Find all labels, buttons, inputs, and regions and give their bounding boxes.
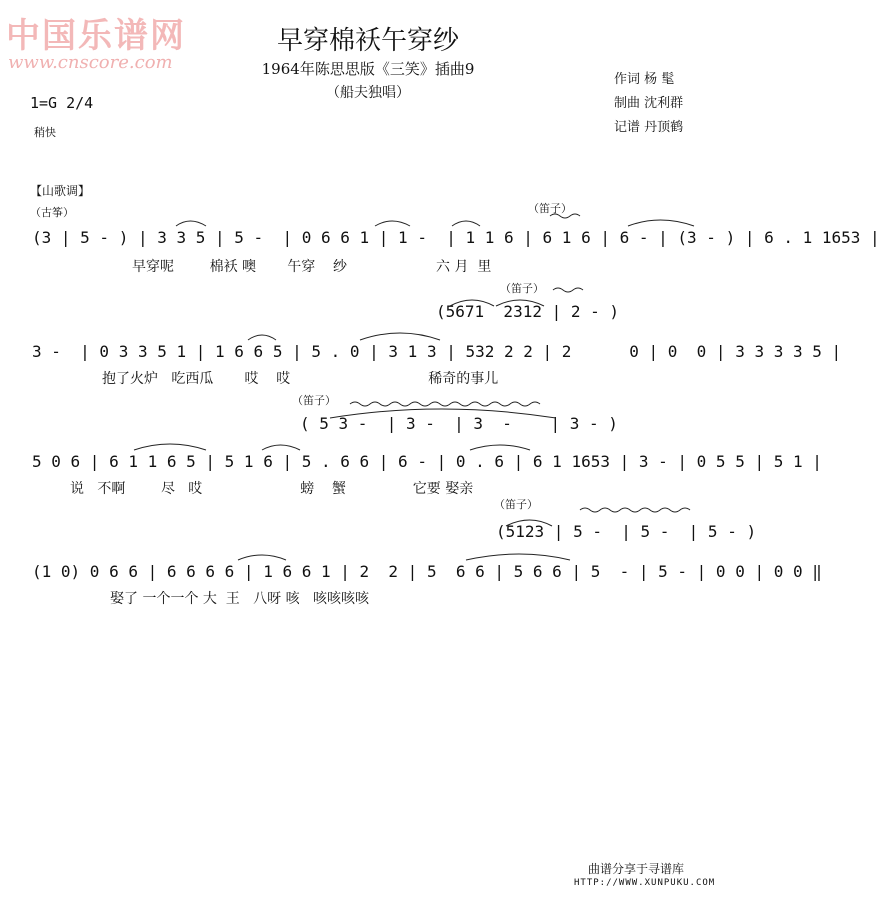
tempo-marking: 稍快: [34, 126, 56, 139]
song-title: 早穿棉袄午穿纱: [276, 26, 459, 56]
lyrics-line-3: 说 不啊 尽 哎 螃 蟹 它要 娶亲: [70, 481, 474, 497]
watermark-logo: 中国乐谱网: [6, 16, 186, 56]
instrument-dizi: （笛子）: [292, 394, 336, 407]
notation-line-2: 3 - | 0 3 3 5 1 | 1 6 6 5 | 5 . 0 | 3 1 3 | 532 2 2 | 2 0 | 0 0 | 3 3 3 3 5 |: [32, 342, 842, 361]
instrument-guzheng: （古筝）: [30, 206, 74, 219]
notation-line-1: (3 | 5 - ) | 3 3 5 | 5 - | 0 6 6 1 | 1 - | 1 1 6 | 6 1 6 | 6 - | (3 - ) | 6 . 1 1653 |: [32, 228, 880, 247]
notation-above-3: ( 5 3 - | 3 - | 3 - | 3 - ): [300, 414, 618, 433]
lyrics-line-4: 娶了 一个一个 大 王 八呀 咳 咳咳咳咳: [110, 591, 369, 607]
lyrics-line-1: 早穿呢 棉袄 噢 午穿 纱 六 月 里: [132, 259, 492, 275]
key-signature: 1=G 2/4: [30, 94, 94, 112]
credit-lyrics: 作词 杨 髦: [614, 72, 675, 87]
footer-source: 曲谱分享于寻谱库: [588, 862, 685, 876]
instrument-dizi: （笛子）: [528, 202, 572, 215]
lyrics-line-2: 抱了火炉 吃西瓜 哎 哎 稀奇的事儿: [102, 371, 499, 387]
instrument-dizi: （笛子）: [494, 498, 538, 511]
notation-above-4: (5123 | 5 - | 5 - | 5 - ): [496, 522, 757, 541]
notation-line-3: 5 0 6 | 6 1 1 6 5 | 5 1 6 | 5 . 6 6 | 6 - | 0 . 6 | 6 1 1653 | 3 - | 0 5 5 | 5 1 |: [32, 452, 822, 471]
credit-music: 制曲 沈利群: [614, 96, 684, 111]
mode-label: 【山歌调】: [30, 184, 91, 198]
song-subtitle: 1964年陈思思版《三笑》插曲9: [261, 60, 475, 78]
notation-above-2: (5671 2312 | 2 - ): [436, 302, 620, 321]
watermark-url: www.cnscore.com: [8, 52, 173, 73]
notation-line-4: (1 0) 0 6 6 | 6 6 6 6 | 1 6 6 1 | 2 2 | 5 6 6 | 5 6 6 | 5 - | 5 - | 0 0 | 0 0 ‖: [32, 562, 822, 581]
credit-notation: 记谱 丹顶鹤: [614, 120, 684, 135]
instrument-dizi: （笛子）: [500, 282, 544, 295]
footer-url[interactable]: HTTP://WWW.XUNPUKU.COM: [574, 878, 716, 888]
song-performer: （船夫独唱）: [326, 85, 410, 101]
